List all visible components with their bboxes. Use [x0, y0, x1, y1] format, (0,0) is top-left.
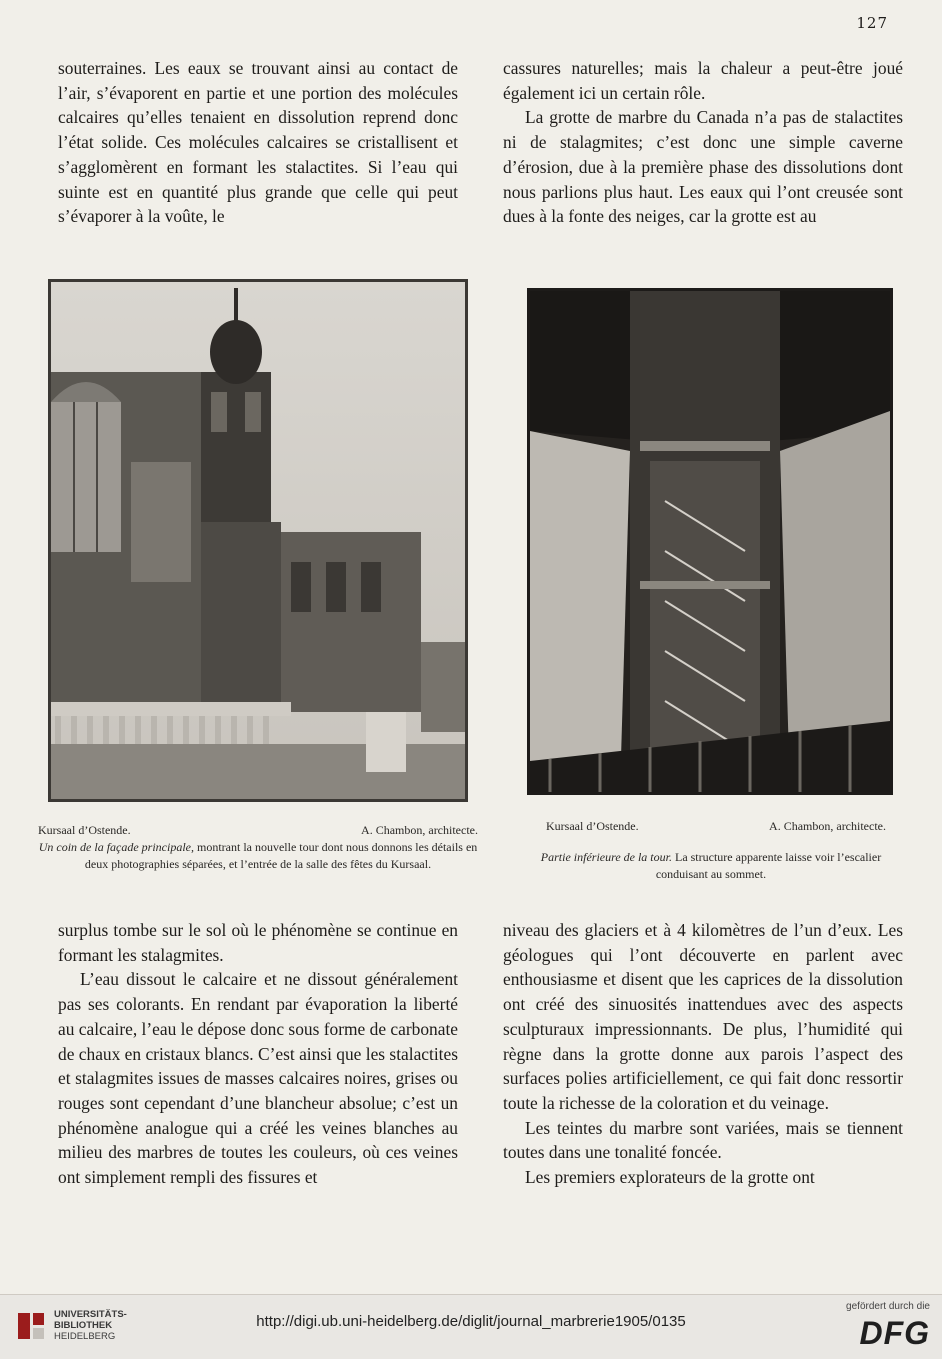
- digitization-footer: [0, 1294, 942, 1359]
- caption-description: montrant la nouvelle tour dont nous donnons les détails en deux photographies séparées, et l’entrée de la salle des fêtes du Kursaal.: [84, 840, 478, 871]
- library-line: UNIVERSITÄTS-: [54, 1309, 127, 1320]
- library-line: BIBLIOTHEK: [54, 1320, 113, 1331]
- paragraph: La grotte de marbre du Canada n’a pas de stalactites ni de stalagmites; c’est donc une simple caverne d’érosion, due à la première phase des dissolutions dont nous parlions plus haut. Les eaux qui l’ont creusée sont dues à la fonte des neiges, car la grotte est au: [503, 107, 903, 227]
- paragraph: surplus tombe sur le sol où le phénomène se continue en formant les stalagmites.: [58, 920, 458, 965]
- kursaal-facade-photo: [48, 279, 468, 802]
- funding-label: gefördert durch die: [846, 1301, 930, 1312]
- library-line: HEIDELBERG: [54, 1331, 116, 1342]
- permalink-url[interactable]: http://digi.ub.uni-heidelberg.de/diglit/journal_marbrerie1905/0135: [256, 1313, 686, 1330]
- paragraph: L’eau dissout le calcaire et ne dissout généralement pas ses colorants. En rendant par évaporation la liberté au calcaire, l’eau le dépose donc sous forme de carbonate de chaux en cristaux blancs. C’est ainsi que les stalactites et stalagmites issues de masses calcaires noires, grises ou rouges sont cependant d’une blancheur absolue; c’est un phénomène analogue qui a créé les veines blanches au milieu des marbres de toutes les couleurs, où ces veines ont simplement rempli des fissures et: [58, 969, 458, 1188]
- caption-title: Partie inférieure de la tour.: [540, 850, 672, 864]
- caption-place: Kursaal d’Ostende.: [546, 819, 639, 833]
- paragraph: souterraines. Les eaux se trouvant ainsi au contact de l’air, s’évaporent en partie et une portion des molécules calcaires qu’elles tenaient en dissolution reprend donc l’état solide. Ces molécules calcaires se cristallisent et s’agglomèrent en formant les stalactites. Si l’eau qui suinte est en quantité plus grande que celle qui peut s’évaporer à la voûte, le: [58, 58, 458, 227]
- text-column-bottom-left: [58, 918, 458, 1190]
- caption-architect: A. Chambon, architecte.: [769, 819, 886, 833]
- page-number: 127: [856, 14, 888, 32]
- paragraph: niveau des glaciers et à 4 kilomètres de l’un d’eux. Les géologues qui l’ont découverte en parlent avec enthousiasme et disent que les caprices de la dissolution ont créé des sinuosités inattendues avec des aspects sculpturaux impressionnants. De plus, l’humidité qui règne dans la grotte donne aux parois l’aspect des surfaces polies artificiellement, ce qui fait donc ressortir toute la richesse de la coloration et du veinage.: [503, 920, 903, 1113]
- paragraph: Les premiers explorateurs de la grotte ont: [525, 1167, 815, 1188]
- paragraph: cassures naturelles; mais la chaleur a peut-être joué également ici un certain rôle.: [503, 58, 903, 103]
- caption-architect: A. Chambon, architecte.: [361, 823, 478, 837]
- caption-description: La structure apparente laisse voir l’escalier conduisant au sommet.: [655, 850, 882, 881]
- figure-caption-left: [38, 822, 478, 873]
- paragraph: Les teintes du marbre sont variées, mais se tiennent toutes dans une tonalité foncée.: [503, 1117, 903, 1163]
- dfg-logo[interactable]: DFG: [859, 1315, 930, 1351]
- text-column-top-left: [58, 56, 458, 229]
- caption-title: Un coin de la façade principale,: [38, 840, 194, 854]
- text-column-bottom-right: [503, 918, 903, 1190]
- tower-interior-photo: [527, 288, 893, 795]
- tower-interior-illustration: [530, 291, 890, 792]
- caption-place: Kursaal d’Ostende.: [38, 823, 131, 837]
- kursaal-facade-illustration: [51, 282, 465, 799]
- text-column-top-right: [503, 56, 903, 229]
- figure-caption-right: [516, 818, 906, 883]
